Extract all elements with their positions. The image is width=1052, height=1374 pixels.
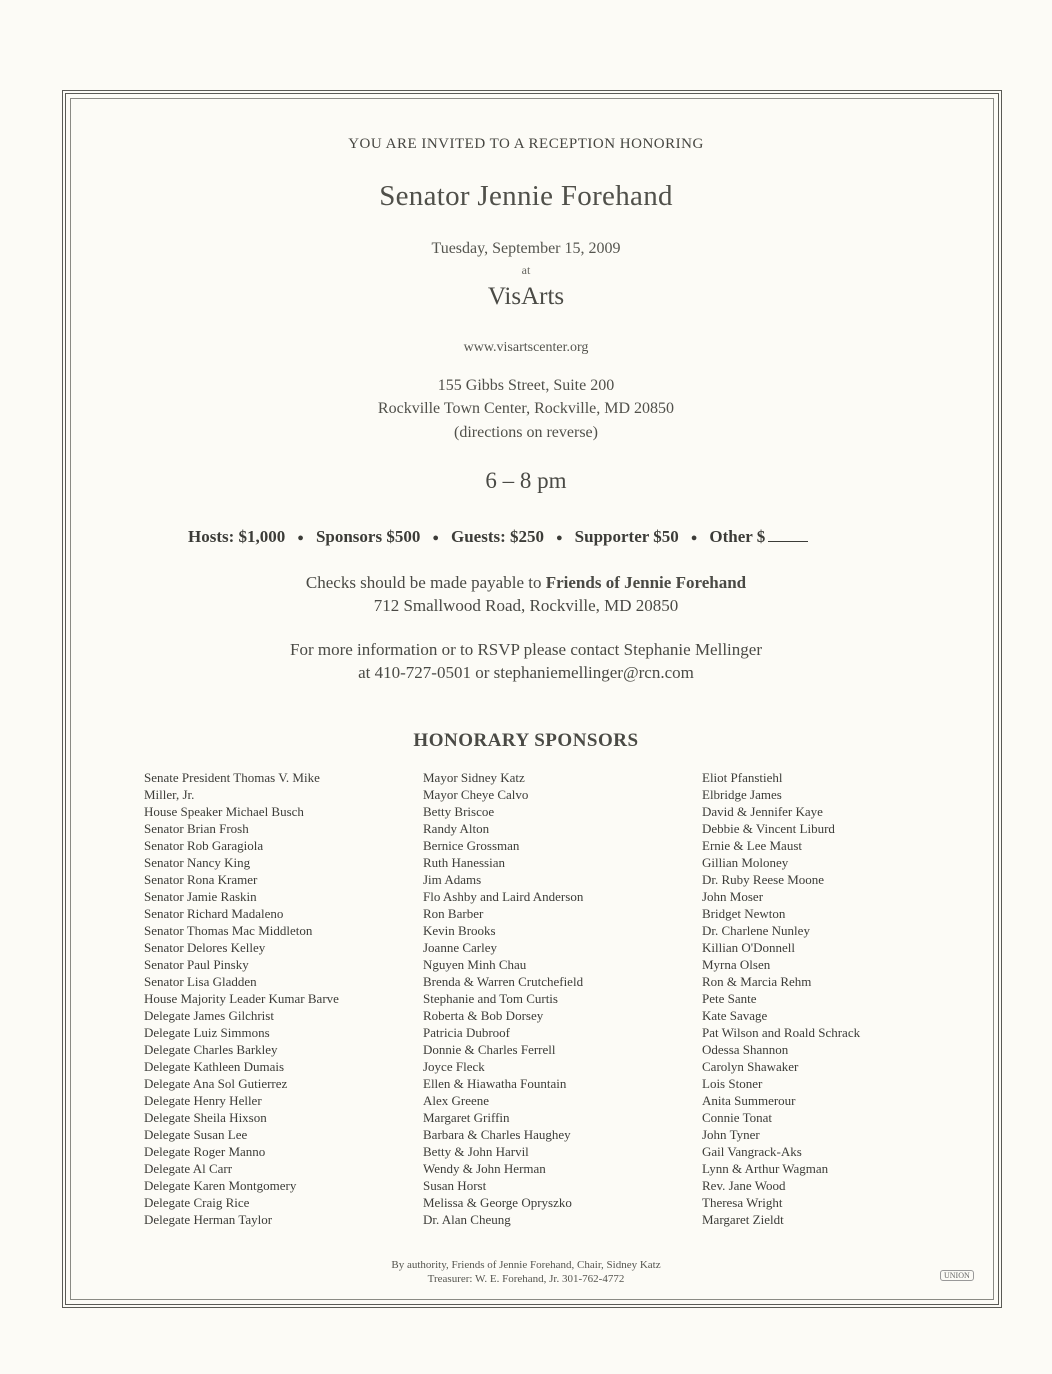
event-time: 6 – 8 pm [485,468,567,493]
sponsor-name: Delegate Herman Taylor [144,1212,273,1227]
sponsor-name: Flo Ashby and Laird Anderson [423,889,584,904]
sponsor-name: Rev. Jane Wood [702,1178,786,1193]
sponsor-name: Odessa Shannon [702,1042,789,1057]
sponsor-name: Senator Lisa Gladden [144,974,257,989]
contact-line-1: For more information or to RSVP please contact Stephanie Mellinger [290,640,762,659]
sponsor-name: Gillian Moloney [702,855,789,870]
bullet-icon: ● [432,532,439,545]
honoree-name: Senator Jennie Forehand [379,180,673,212]
sponsor-name: Anita Summerour [702,1093,796,1108]
sponsors-column-3 [702,769,992,1228]
sponsor-name: House Speaker Michael Busch [144,804,304,819]
sponsor-name: Senator Paul Pinsky [144,957,249,972]
sponsor-name: John Moser [702,889,764,904]
sponsor-name: Kevin Brooks [423,923,496,938]
sponsor-name: Delegate Charles Barkley [144,1042,278,1057]
level-hosts: Hosts: $1,000 [188,527,286,546]
sponsor-name: Lois Stoner [702,1076,763,1091]
sponsor-name: Kate Savage [702,1008,768,1023]
sponsor-name: Dr. Charlene Nunley [702,923,810,938]
sponsor-name: Delegate Henry Heller [144,1093,262,1108]
address-line-3: (directions on reverse) [454,424,598,441]
sponsor-name: Connie Tonat [702,1110,772,1125]
level-other: Other $ [709,527,766,546]
sponsor-name: John Tyner [702,1127,760,1142]
sponsor-name: Delegate Al Carr [144,1161,233,1176]
sponsor-name: Delegate Roger Manno [144,1144,266,1159]
sponsor-name: Alex Greene [423,1093,490,1108]
sponsor-name: Mayor Sidney Katz [423,770,525,785]
sponsor-name: Senator Nancy King [144,855,251,870]
sponsor-name: Eliot Pfanstiehl [702,770,783,785]
sponsor-name: Margaret Griffin [423,1110,510,1125]
sponsor-name: Nguyen Minh Chau [423,957,527,972]
sponsor-name: Dr. Ruby Reese Moone [702,872,825,887]
sponsor-name: Ron Barber [423,906,484,921]
sponsor-name: Gail Vangrack-Aks [702,1144,802,1159]
bullet-icon: ● [297,532,304,545]
checks-payable-line [0,573,1052,593]
sponsor-name: Delegate Craig Rice [144,1195,250,1210]
authority-line-2: Treasurer: W. E. Forehand, Jr. 301-762-4772 [427,1273,625,1285]
sponsor-name: House Majority Leader Kumar Barve [144,991,339,1006]
invitation-line: YOU ARE INVITED TO A RECEPTION HONORING [348,136,704,152]
sponsor-name: Melissa & George Opryszko [423,1195,572,1210]
sponsor-name: Stephanie and Tom Curtis [423,991,558,1006]
sponsor-name: Joyce Fleck [423,1059,485,1074]
level-guests: Guests: $250 [450,527,545,546]
union-bug-logo: UNION [940,1270,974,1281]
address-line-1: 155 Gibbs Street, Suite 200 [437,377,615,394]
sponsors-column-2 [423,769,693,1228]
sponsor-name: Bridget Newton [702,906,786,921]
sponsor-name: Delegate Karen Montgomery [144,1178,297,1193]
sponsor-name: Susan Horst [423,1178,487,1193]
sponsor-name: Delegate Kathleen Dumais [144,1059,285,1074]
event-date: Tuesday, September 15, 2009 [431,240,621,257]
sponsor-name: Miller, Jr. [144,787,195,802]
sponsor-name: Delegate Luiz Simmons [144,1025,270,1040]
bullet-icon: ● [690,532,698,545]
sponsors-heading: HONORARY SPONSORS [413,730,639,751]
sponsor-name: Randy Alton [423,821,490,836]
level-sponsors: Sponsors $500 [315,527,421,546]
sponsor-name: Delegate Sheila Hixson [144,1110,267,1125]
sponsor-name: Dr. Alan Cheung [423,1212,511,1227]
sponsor-name: Elbridge James [702,787,782,802]
sponsor-name: Margaret Zieldt [702,1212,784,1227]
sponsor-name: Delegate James Gilchrist [144,1008,274,1023]
sponsor-name: David & Jennifer Kaye [702,804,823,819]
sponsor-name: Roberta & Bob Dorsey [423,1008,544,1023]
sponsor-name: Senator Rona Kramer [144,872,258,887]
sponsor-name: Senator Richard Madaleno [144,906,284,921]
sponsor-name: Delegate Ana Sol Gutierrez [144,1076,288,1091]
sponsor-name: Wendy & John Herman [423,1161,546,1176]
sponsor-name: Barbara & Charles Haughey [423,1127,571,1142]
sponsor-name: Delegate Susan Lee [144,1127,248,1142]
payee-name: Friends of Jennie Forehand [545,573,747,592]
sponsor-name: Theresa Wright [702,1195,783,1210]
sponsor-name: Senate President Thomas V. Mike [144,770,320,785]
sponsor-name: Bernice Grossman [423,838,520,853]
sponsor-name: Donnie & Charles Ferrell [423,1042,556,1057]
sponsor-name: Lynn & Arthur Wagman [702,1161,829,1176]
sponsor-name: Carolyn Shawaker [702,1059,799,1074]
sponsor-name: Senator Jamie Raskin [144,889,257,904]
sponsor-name: Ron & Marcia Rehm [702,974,812,989]
sponsors-column-1 [144,769,404,1228]
sponsor-name: Jim Adams [423,872,482,887]
sponsor-name: Senator Delores Kelley [144,940,266,955]
sponsor-name: Pete Sante [702,991,757,1006]
other-amount-blank [768,529,808,542]
sponsor-name: Myrna Olsen [702,957,771,972]
sponsor-name: Betty & John Harvil [423,1144,529,1159]
sponsor-name: Ernie & Lee Maust [702,838,802,853]
sponsor-name: Mayor Cheye Calvo [423,787,529,802]
level-supporter: Supporter $50 [574,527,679,546]
sponsor-name: Patricia Dubroof [423,1025,511,1040]
at-word: at [521,263,531,277]
sponsor-name: Ellen & Hiawatha Fountain [423,1076,567,1091]
sponsor-name: Joanne Carley [423,940,498,955]
sponsor-name: Killian O'Donnell [702,940,795,955]
sponsor-name: Betty Briscoe [423,804,495,819]
venue-name: VisArts [487,283,565,310]
contribution-levels [188,527,808,547]
bullet-icon: ● [556,532,563,545]
sponsor-name: Brenda & Warren Crutchefield [423,974,584,989]
sponsor-name: Pat Wilson and Roald Schrack [702,1025,861,1040]
contact-line-2: at 410-727-0501 or stephaniemellinger@rcn.com [358,663,694,682]
sponsor-name: Ruth Hanessian [423,855,505,870]
sponsor-name: Senator Rob Garagiola [144,838,264,853]
checks-prefix: Checks should be made payable to [305,573,542,592]
authority-line-1: By authority, Friends of Jennie Forehand, Chair, Sidney Katz [391,1259,661,1271]
address-line-2: Rockville Town Center, Rockville, MD 20850 [377,400,675,417]
payee-address: 712 Smallwood Road, Rockville, MD 20850 [373,596,679,615]
sponsor-name: Debbie & Vincent Liburd [702,821,835,836]
venue-url: www.visartscenter.org [463,340,589,355]
sponsor-name: Senator Thomas Mac Middleton [144,923,313,938]
sponsor-name: Senator Brian Frosh [144,821,249,836]
